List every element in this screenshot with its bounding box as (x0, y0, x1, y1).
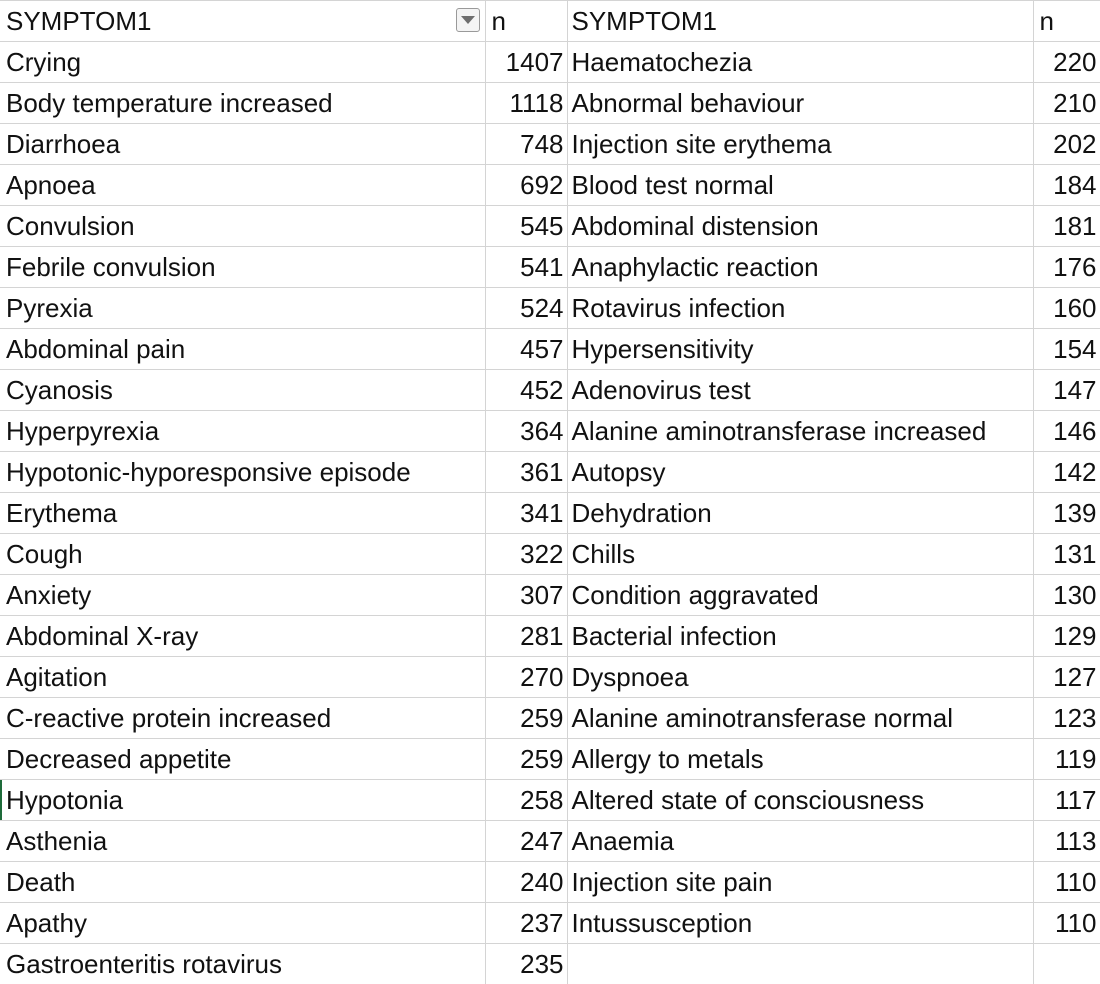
table-row (0, 534, 1100, 575)
symptom-cell[interactable]: Alanine aminotransferase normal (567, 698, 1033, 739)
count-cell[interactable]: 127 (1033, 657, 1100, 698)
symptom-cell[interactable]: Pyrexia (0, 288, 485, 329)
count-cell[interactable]: 129 (1033, 616, 1100, 657)
symptom-cell[interactable]: Agitation (0, 657, 485, 698)
count-cell[interactable]: 237 (485, 903, 567, 944)
count-cell[interactable]: 160 (1033, 288, 1100, 329)
count-cell[interactable]: 130 (1033, 575, 1100, 616)
count-cell[interactable]: 139 (1033, 493, 1100, 534)
table-row (0, 575, 1100, 616)
symptom-cell[interactable]: Abdominal X-ray (0, 616, 485, 657)
symptom-cell[interactable]: Apnoea (0, 165, 485, 206)
symptom-cell[interactable]: Abdominal distension (567, 206, 1033, 247)
count-cell[interactable]: 364 (485, 411, 567, 452)
table-row (0, 657, 1100, 698)
symptom-cell[interactable]: Abnormal behaviour (567, 83, 1033, 124)
table-row (0, 165, 1100, 206)
table-row (0, 329, 1100, 370)
count-cell[interactable]: 117 (1033, 780, 1100, 821)
header-cell-symptom1-c[interactable]: SYMPTOM1 (567, 1, 1033, 42)
count-cell[interactable]: 307 (485, 575, 567, 616)
table-row (0, 903, 1100, 944)
symptom-cell[interactable]: Adenovirus test (567, 370, 1033, 411)
symptom-cell[interactable]: Injection site erythema (567, 124, 1033, 165)
count-cell[interactable]: 258 (485, 780, 567, 821)
table-row (0, 83, 1100, 124)
header-label: SYMPTOM1 (6, 6, 152, 36)
count-cell[interactable]: 220 (1033, 42, 1100, 83)
table-row (0, 247, 1100, 288)
count-cell[interactable]: 146 (1033, 411, 1100, 452)
count-cell[interactable]: 176 (1033, 247, 1100, 288)
header-row (0, 1, 1100, 42)
count-cell[interactable]: 361 (485, 452, 567, 493)
header-cell-n-d[interactable]: n (1033, 1, 1100, 42)
count-cell[interactable]: 235 (485, 944, 567, 984)
count-cell[interactable]: 202 (1033, 124, 1100, 165)
count-cell[interactable]: 524 (485, 288, 567, 329)
symptom-cell[interactable]: Chills (567, 534, 1033, 575)
symptom-cell[interactable]: Dyspnoea (567, 657, 1033, 698)
symptom-cell[interactable]: Anaphylactic reaction (567, 247, 1033, 288)
symptom-cell[interactable]: Cough (0, 534, 485, 575)
table-row (0, 206, 1100, 247)
header-cell-symptom1-a[interactable] (0, 1, 485, 42)
count-cell[interactable]: 181 (1033, 206, 1100, 247)
symptom-cell[interactable]: Death (0, 862, 485, 903)
table-row (0, 780, 1100, 821)
symptom-cell[interactable]: Convulsion (0, 206, 485, 247)
symptom-cell[interactable]: Bacterial infection (567, 616, 1033, 657)
symptom-cell[interactable]: Decreased appetite (0, 739, 485, 780)
filter-dropdown-icon (461, 16, 475, 25)
count-cell[interactable]: 322 (485, 534, 567, 575)
filter-dropdown-button[interactable] (456, 8, 480, 32)
symptom-cell[interactable]: Allergy to metals (567, 739, 1033, 780)
count-cell[interactable]: 341 (485, 493, 567, 534)
symptom-cell[interactable]: Condition aggravated (567, 575, 1033, 616)
symptom-cell[interactable]: Hyperpyrexia (0, 411, 485, 452)
count-cell[interactable]: 113 (1033, 821, 1100, 862)
symptom-cell[interactable]: Alanine aminotransferase increased (567, 411, 1033, 452)
symptom-cell[interactable]: C-reactive protein increased (0, 698, 485, 739)
symptom-cell[interactable]: Febrile convulsion (0, 247, 485, 288)
symptom-cell[interactable]: Hypotonia (0, 780, 485, 821)
symptom-cell[interactable]: Rotavirus infection (567, 288, 1033, 329)
header-cell-n-b[interactable]: n (485, 1, 567, 42)
table-row (0, 42, 1100, 83)
table-row (0, 944, 1100, 984)
symptom-cell[interactable]: Cyanosis (0, 370, 485, 411)
symptom-cell[interactable]: Anxiety (0, 575, 485, 616)
symptom-cell[interactable]: Erythema (0, 493, 485, 534)
count-cell[interactable] (1033, 944, 1100, 984)
table-row (0, 411, 1100, 452)
symptom-cell[interactable]: Haematochezia (567, 42, 1033, 83)
symptom-cell[interactable]: Autopsy (567, 452, 1033, 493)
count-cell[interactable]: 541 (485, 247, 567, 288)
symptom-cell[interactable]: Dehydration (567, 493, 1033, 534)
count-cell[interactable]: 259 (485, 698, 567, 739)
count-cell[interactable]: 123 (1033, 698, 1100, 739)
count-cell[interactable]: 748 (485, 124, 567, 165)
count-cell[interactable]: 210 (1033, 83, 1100, 124)
count-cell[interactable]: 147 (1033, 370, 1100, 411)
symptom-cell[interactable] (567, 944, 1033, 984)
table-row (0, 739, 1100, 780)
count-cell[interactable]: 110 (1033, 862, 1100, 903)
symptom-cell[interactable]: Hypersensitivity (567, 329, 1033, 370)
count-cell[interactable]: 110 (1033, 903, 1100, 944)
count-cell[interactable]: 1118 (485, 83, 567, 124)
symptom-cell[interactable]: Apathy (0, 903, 485, 944)
table-row (0, 821, 1100, 862)
count-cell[interactable]: 259 (485, 739, 567, 780)
table-row (0, 493, 1100, 534)
symptom-cell[interactable]: Abdominal pain (0, 329, 485, 370)
table-row (0, 370, 1100, 411)
symptom-cell[interactable]: Hypotonic-hyporesponsive episode (0, 452, 485, 493)
count-cell[interactable]: 692 (485, 165, 567, 206)
count-cell[interactable]: 452 (485, 370, 567, 411)
count-cell[interactable]: 154 (1033, 329, 1100, 370)
count-cell[interactable]: 119 (1033, 739, 1100, 780)
count-cell[interactable]: 131 (1033, 534, 1100, 575)
symptom-cell[interactable]: Asthenia (0, 821, 485, 862)
count-cell[interactable]: 545 (485, 206, 567, 247)
symptom-cell[interactable]: Injection site pain (567, 862, 1033, 903)
table-row (0, 124, 1100, 165)
table-row (0, 698, 1100, 739)
table-row (0, 288, 1100, 329)
symptom-cell[interactable]: Crying (0, 42, 485, 83)
count-cell[interactable]: 457 (485, 329, 567, 370)
symptom-cell[interactable]: Gastroenteritis rotavirus (0, 944, 485, 984)
table-row (0, 452, 1100, 493)
count-cell[interactable]: 142 (1033, 452, 1100, 493)
count-cell[interactable]: 270 (485, 657, 567, 698)
count-cell[interactable]: 281 (485, 616, 567, 657)
symptom-cell[interactable]: Intussusception (567, 903, 1033, 944)
count-cell[interactable]: 1407 (485, 42, 567, 83)
symptom-cell[interactable]: Anaemia (567, 821, 1033, 862)
symptom-cell[interactable]: Body temperature increased (0, 83, 485, 124)
symptom-cell[interactable]: Diarrhoea (0, 124, 485, 165)
symptom-cell[interactable]: Altered state of consciousness (567, 780, 1033, 821)
table-row (0, 862, 1100, 903)
count-cell[interactable]: 247 (485, 821, 567, 862)
count-cell[interactable]: 240 (485, 862, 567, 903)
table-row (0, 616, 1100, 657)
count-cell[interactable]: 184 (1033, 165, 1100, 206)
symptom-cell[interactable]: Blood test normal (567, 165, 1033, 206)
